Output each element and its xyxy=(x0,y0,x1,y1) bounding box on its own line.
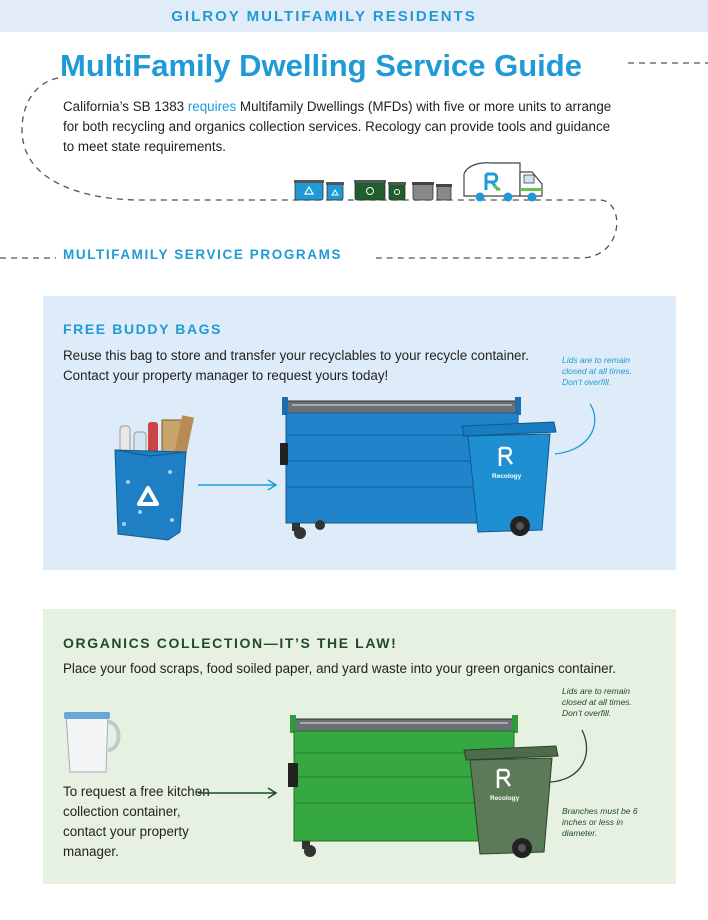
kitchen-pail-illustration xyxy=(62,710,122,780)
buddy-bags-heading: FREE BUDDY BAGS xyxy=(63,321,223,337)
recycle-cart xyxy=(460,418,560,543)
organics-heading: ORGANICS COLLECTION—IT’S THE LAW! xyxy=(63,635,398,651)
branches-note: Branches must be 6 inches or less in diameter. xyxy=(562,806,638,838)
cart-brand-logo: Recology xyxy=(492,473,522,480)
lids-note-organics: Lids are to remain closed at all times. Don’t overfill. xyxy=(562,686,632,718)
section-label: MULTIFAMILY SERVICE PROGRAMS xyxy=(63,247,343,262)
recycle-bin-icon xyxy=(295,178,355,202)
kitchen-container-text: To request a free kitchen collection container, contact your property manager. xyxy=(63,784,210,859)
collection-truck-icon xyxy=(462,160,547,202)
intro-paragraph: California’s SB 1383 requires Multifamily Dwellings (MFDs) with five or more units to arrange for both recycling and organics collection services. Recology can provide tools and guidance to meet state requirements. xyxy=(63,99,612,154)
requires-link[interactable]: requires xyxy=(187,99,237,114)
arrow-right-icon-organics xyxy=(196,786,281,800)
organics-cart xyxy=(462,742,562,862)
organics-text: Place your food scraps, food soiled paper, and yard waste into your green organics container. xyxy=(63,661,617,676)
page-title: MultiFamily Dwelling Service Guide xyxy=(60,48,582,83)
cart-brand-logo-organics: Recology xyxy=(490,795,520,802)
audience-label: GILROY MULTIFAMILY RESIDENTS xyxy=(171,8,477,25)
buddy-bag-illustration xyxy=(110,412,200,542)
callout-curve xyxy=(552,402,612,462)
arrow-right-icon xyxy=(196,478,281,492)
buddy-bags-text: Reuse this bag to store and transfer your recyclables to your recycle container. Contact your property manager to request yours today! xyxy=(63,348,529,383)
lids-note: Lids are to remain closed at all times. Don’t overfill. xyxy=(562,355,632,387)
organics-bin-icon xyxy=(355,178,415,202)
trash-bin-icon xyxy=(413,178,458,202)
